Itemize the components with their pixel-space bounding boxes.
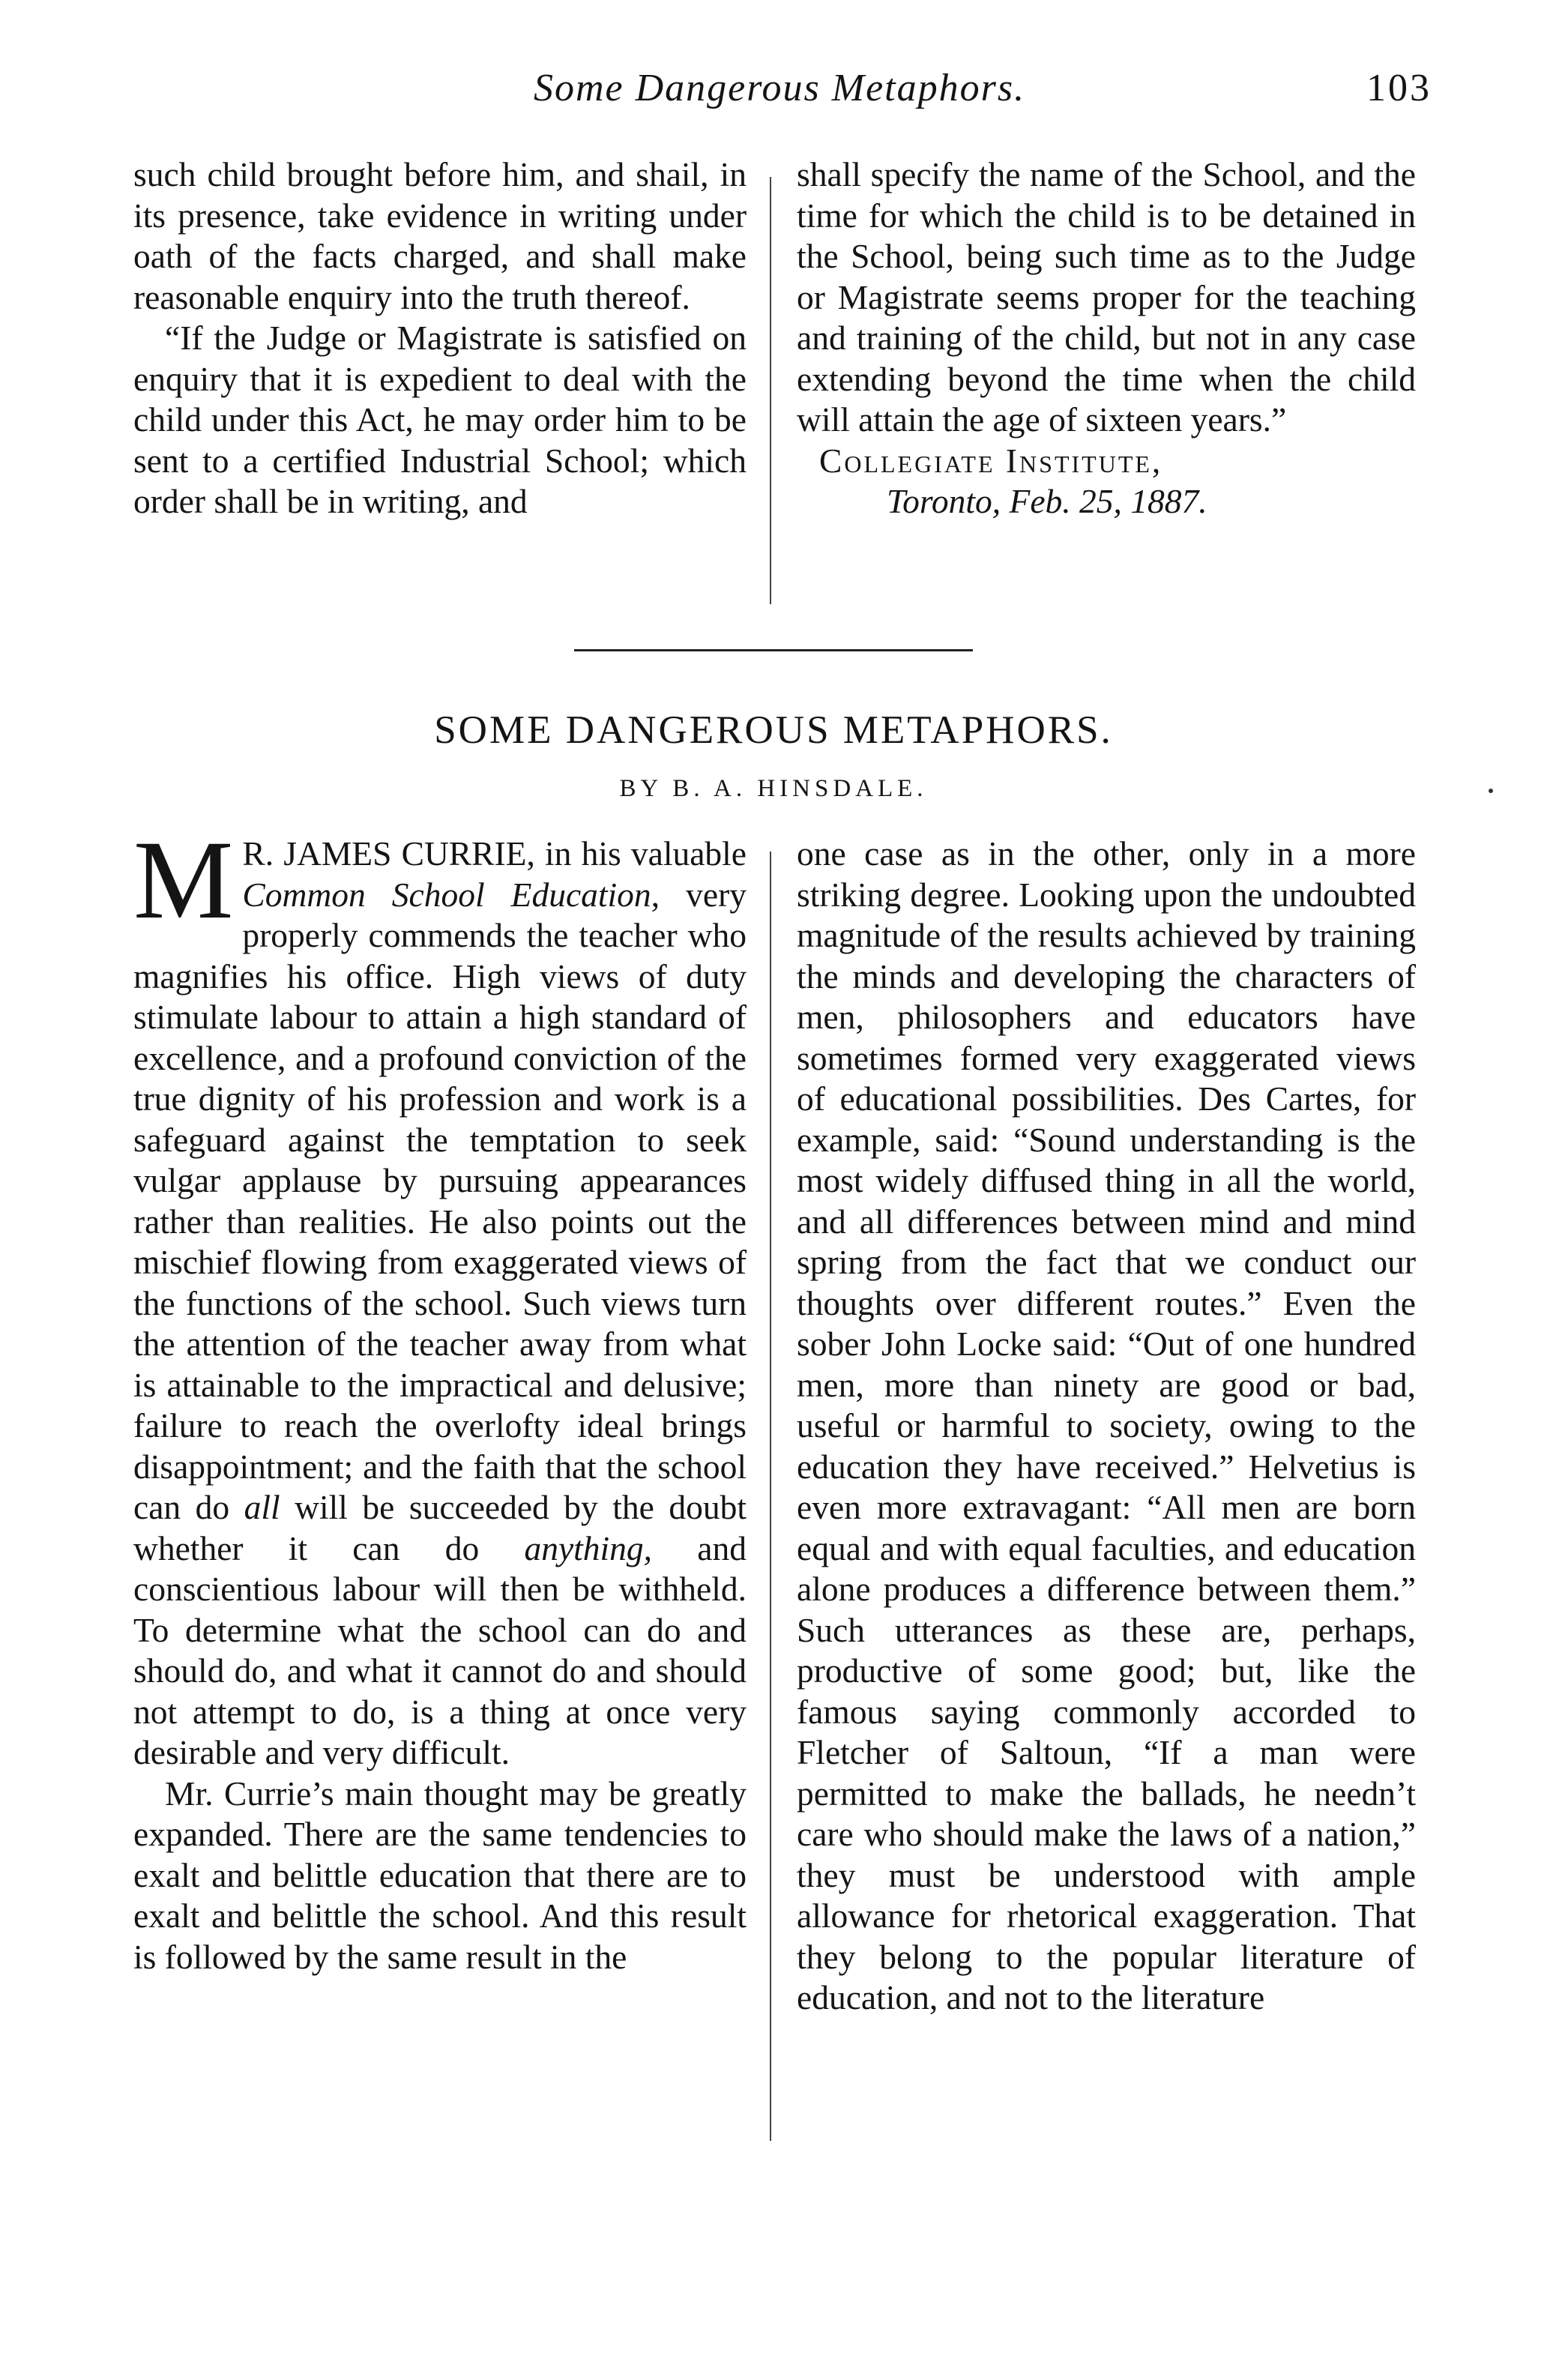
book-title: Common School Education xyxy=(242,875,651,914)
stray-mark xyxy=(1489,789,1493,793)
article-paragraph-2: Mr. Currie’s main thought may be greatly expanded. There are the same tendencies to exalt and belittle education that there are to exalt and belittle the school. And this result is followed by the same result in the xyxy=(133,1774,747,1976)
article-paragraph-1 xyxy=(133,818,747,1774)
emphasis-all: all xyxy=(244,1488,280,1526)
top-left-column xyxy=(133,154,747,522)
continuation-paragraph: such child brought before him, and shail, in its presence, take evidence in writing under oath of the facts charged, and shall make reasonable enquiry into the truth thereof. xyxy=(133,155,747,316)
running-head-title: Some Dangerous Metaphors. xyxy=(533,67,1026,109)
text-run: and conscientious labour will then be withheld. To determine what the school can do and should do, and what it cannot do and should not attempt to do, is a thing at once very desirable and very difficult. xyxy=(133,1528,747,1771)
article-right-column xyxy=(797,834,1416,2019)
text-run: , very properly commends the teacher who magnifies his office. High views of duty stimulate labour to attain a high standard of excellence, and a profound conviction of the true dignity of his profession and work is a safeguard against the temptation to seek vulgar applause by pursuing appearances rather than realities. He also points out the mischief flowing from exaggerated views of the functions of the school. Such views turn the attention of the teacher away from what is attainable to the impractical and delusive; failure to reach the overlofty ideal brings disappointment; and the faith that the school can do xyxy=(133,875,747,1526)
running-head xyxy=(127,66,1432,126)
article-column-divider xyxy=(770,852,771,2141)
text-run: R. JAMES CURRIE, in his valuable xyxy=(242,834,747,873)
article-paragraph-right: one case as in the other, only in a more striking degree. Looking upon the undoubted magnitude of the results achieved by training the minds and developing the characters of men, philosophers and educators have sometimes formed very exaggerated views of educational possibilities. Des Cartes, for example, said: “Sound understanding is the most widely diffused thing in all the world, and all differences between mind and mind spring from the fact that we conduct our thoughts over different routes.” Even the sober John Locke said: “Out of one hundred men, more than ninety are good or bad, useful or harmful to society, owing to the education they have received.” Helvetius is even more extravagant: “All men are born equal and with equal faculties, and education alone produces a difference between them.” Such utterances as these are, perhaps, productive of some good; but, like the famous saying commonly accorded to Fletcher of Saltoun, “If a man were permitted to make the ballads, he needn’t care who should make the laws of a nation,” they must be understood with ample allowance for rhetorical exaggeration. That they belong to the popular literature of education, and not to the literature xyxy=(797,834,1416,2016)
continuation-paragraph-right: shall specify the name of the School, and the time for which the child is to be detained in the School, being such time as to the Judge or Magistrate seems proper for the teaching and training of the child, but not in any case extending beyond the time when the child will attain the age of sixteen years.” xyxy=(797,155,1416,439)
top-right-column xyxy=(797,154,1416,522)
drop-cap: M xyxy=(133,818,234,942)
text-run: will be succeeded by the doubt whether it can do xyxy=(133,1488,747,1567)
top-column-divider xyxy=(770,177,771,604)
signature-institution: Collegiate Institute, xyxy=(819,441,1163,480)
page-number: 103 xyxy=(1366,67,1432,109)
article-left-column xyxy=(133,818,747,1977)
section-divider xyxy=(574,649,973,651)
emphasis-anything: anything, xyxy=(524,1528,653,1567)
quoted-paragraph: “If the Judge or Magistrate is satisfied on enquiry that it is expedient to deal with the child under this Act, he may order him to be sent to a certified Industrial School; which order shall be in writing, and xyxy=(133,319,747,520)
article-byline: BY B. A. HINSDALE. xyxy=(619,775,928,802)
article-title: SOME DANGEROUS METAPHORS. xyxy=(434,708,1113,752)
signature-place-date: Toronto, Feb. 25, 1887. xyxy=(887,482,1207,520)
